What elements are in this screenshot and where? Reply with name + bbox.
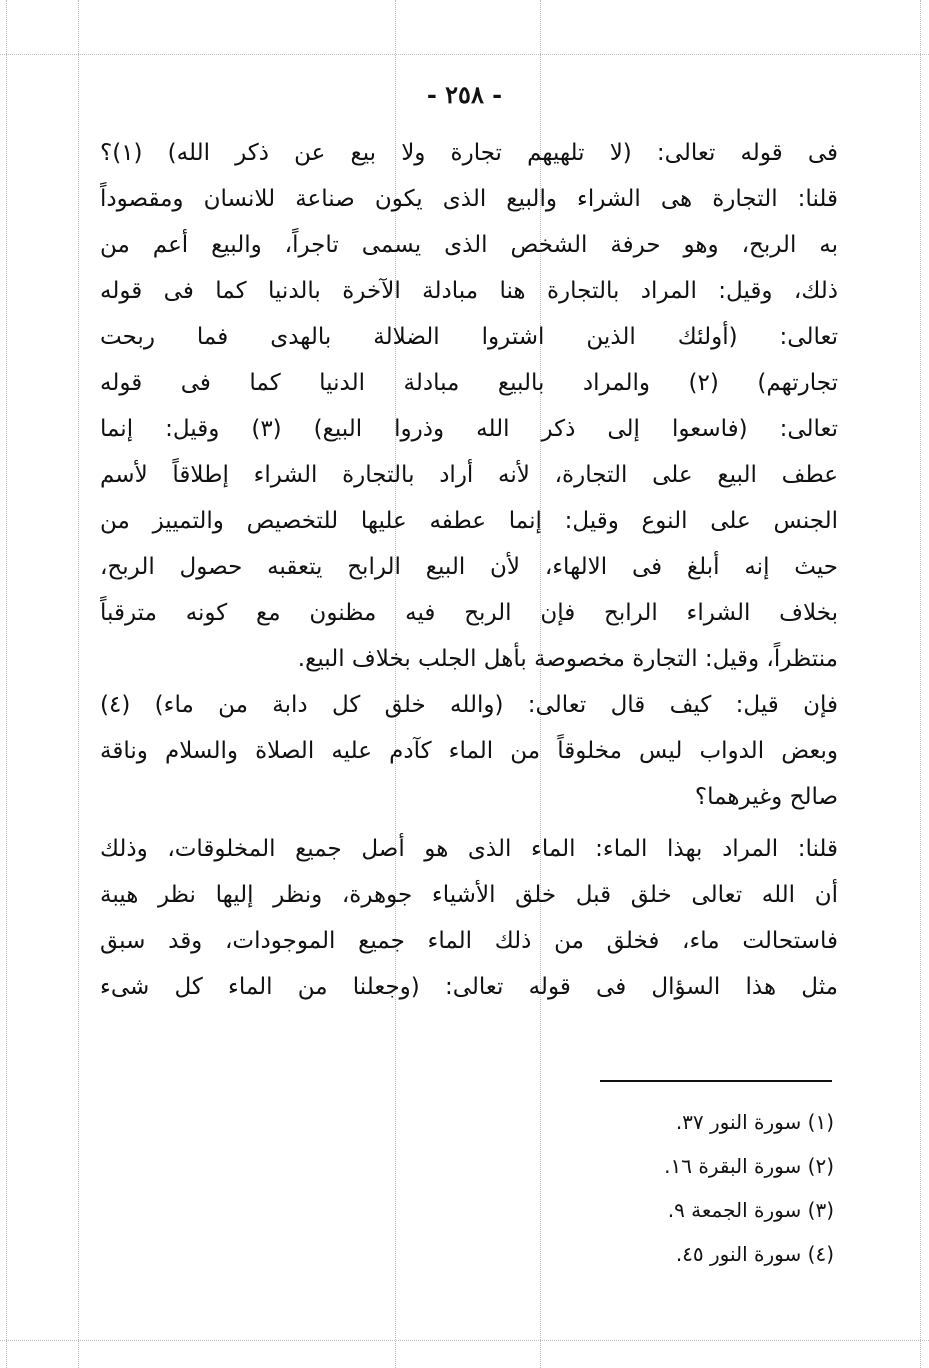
body-line: قلنا: المراد بهذا الماء: الماء الذى هو أصل جميع المخلوقات، وذلك bbox=[100, 836, 838, 862]
body-line: منتظراً، وقيل: التجارة مخصوصة بأهل الجلب بخلاف البيع. bbox=[297, 646, 838, 672]
footnote: (٣) سورة الجمعة ٩. bbox=[667, 1198, 834, 1222]
body-line: تعالى: (أولئك الذين اشتروا الضلالة بالهدى فما ربحت bbox=[100, 324, 838, 350]
footnote: (٤) سورة النور ٤٥. bbox=[675, 1242, 834, 1266]
scan-dotted-line bbox=[78, 0, 79, 1368]
body-line: فى قوله تعالى: (لا تلهيهم تجارة ولا بيع عن ذكر الله) (١)؟ bbox=[100, 140, 838, 166]
scan-dotted-line bbox=[920, 0, 921, 1368]
body-line: فإن قيل: كيف قال تعالى: (والله خلق كل دابة من ماء) (٤) bbox=[100, 692, 838, 718]
footnote: (٢) سورة البقرة ١٦. bbox=[664, 1154, 834, 1178]
footnote-divider bbox=[600, 1080, 832, 1082]
body-line: تجارتهم) (٢) والمراد بالبيع مبادلة الدنيا كما فى قوله bbox=[100, 370, 838, 396]
body-line: قلنا: التجارة هى الشراء والبيع الذى يكون صناعة للانسان ومقصوداً bbox=[100, 186, 838, 212]
body-line: تعالى: (فاسعوا إلى ذكر الله وذروا البيع) (٣) وقيل: إنما bbox=[100, 416, 838, 442]
body-line: به الربح، وهو حرفة الشخص الذى يسمى تاجراً، والبيع أعم من bbox=[100, 232, 838, 258]
scan-dotted-line bbox=[0, 1340, 929, 1341]
footnotes bbox=[534, 1100, 834, 1276]
body-line: حيث إنه أبلغ فى الالهاء، لأن البيع الرابح يتعقبه حصول الربح، bbox=[100, 554, 838, 580]
scan-dotted-line bbox=[0, 54, 929, 55]
body-line: أن الله تعالى خلق قبل خلق الأشياء جوهرة، ونظر إليها نظر هيبة bbox=[100, 882, 838, 908]
page-number: - ٢٥٨ - bbox=[426, 80, 503, 109]
body-line: مثل هذا السؤال فى قوله تعالى: (وجعلنا من الماء كل شىء bbox=[100, 974, 838, 1000]
scan-dotted-line bbox=[6, 0, 7, 1368]
body-line: وبعض الدواب ليس مخلوقاً من الماء كآدم عليه الصلاة والسلام وناقة bbox=[100, 738, 838, 764]
body-line: الجنس على النوع وقيل: إنما عطفه عليها للتخصيص والتمييز من bbox=[100, 508, 838, 534]
body-line: بخلاف الشراء الرابح فإن الربح فيه مظنون مع كونه مترقباً bbox=[100, 600, 838, 626]
body-line: ذلك، وقيل: المراد بالتجارة هنا مبادلة الآخرة بالدنيا كما فى قوله bbox=[100, 278, 838, 304]
body-line: عطف البيع على التجارة، لأنه أراد بالتجارة الشراء إطلاقاً لأسم bbox=[100, 462, 838, 488]
body-line: فاستحالت ماء، فخلق من ذلك الماء جميع الموجودات، وقد سبق bbox=[100, 928, 838, 954]
footnote: (١) سورة النور ٣٧. bbox=[675, 1110, 834, 1134]
body-text bbox=[100, 130, 838, 1010]
body-line: صالح وغيرهما؟ bbox=[694, 784, 838, 810]
